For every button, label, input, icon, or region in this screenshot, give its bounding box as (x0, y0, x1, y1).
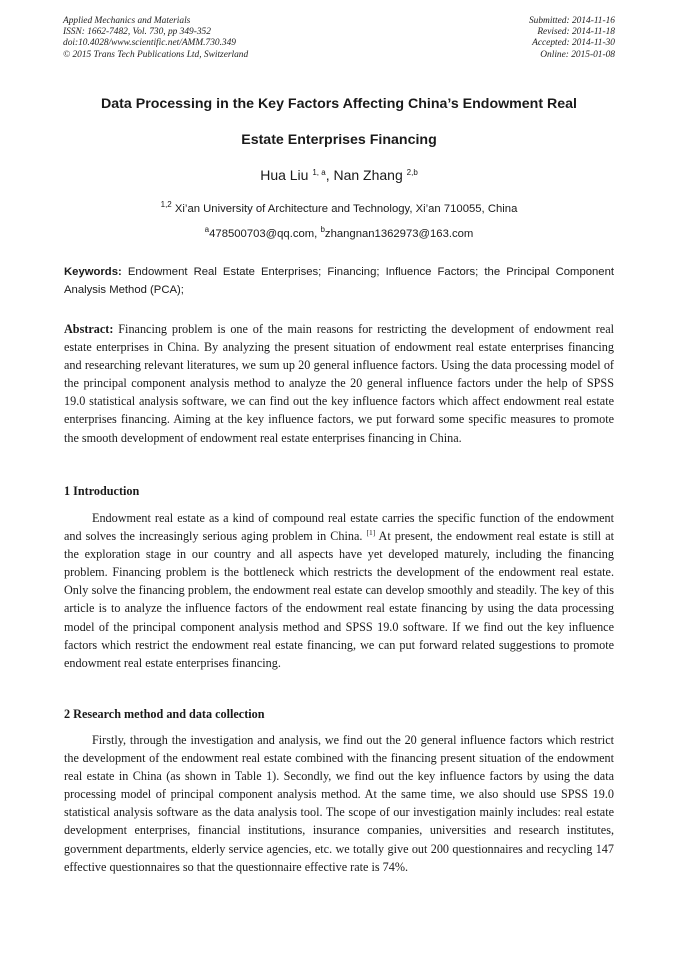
section-heading-research-method: 2 Research method and data collection (64, 707, 265, 721)
date-revised: Revised: 2014-11-18 (537, 27, 615, 38)
abstract-label: Abstract: (64, 322, 114, 336)
research-method-paragraph: Firstly, through the investigation and analysis, we find out the 20 general influence factors which restrict the development of the endowment real estate combined with the financing present situation of the endowment real estate in China (as shown in Table 1). Secondly, we find out the key influence factors by using the data processing model of principal component analysis method. At the same time, we also should use SPSS 19.0 statistical analysis software as the data analysis tool. The scope of our investigation mainly includes: real estate development enterprises, financial institutions, insurance companies, universities and research institutes, government departments, elderly service agencies, etc. we totally give out 200 questionnaires and recycling 147 effective questionnaires so that the questionnaire effective rate is 74%. (64, 733, 614, 874)
affiliation-text: Xi’an University of Architecture and Technology, Xi’an 710055, China (171, 203, 518, 215)
author-separator: , (325, 167, 334, 183)
introduction-text-b: At present, the endowment real estate is still at the exploration stage in our country and all aspects have yet developed maturely, including the financing problem. Financing problem is the bottleneck which restricts the development of the endowment real estate. Only solve the financing problem, the endowment real estate can develop smoothly and steadily. The key of this article is to analyze the influence factors of the endowment real estate financing by using the data processing model of the principal component analysis method and SPSS 19.0 software. If we find out the key influence factors which restrict the endowment real estate financing, we can put forward related suggestions to promote endowment real estate enterprises financing. (64, 529, 614, 670)
author-emails (0, 225, 678, 240)
keywords (64, 264, 614, 299)
affiliation-mark: 1,2 (160, 200, 172, 209)
journal-issn: ISSN: 1662-7482, Vol. 730, pp 349-352 (63, 27, 211, 38)
title-line-2: Estate Enterprises Financing (241, 132, 437, 148)
author-name: Hua Liu (260, 167, 309, 183)
introduction-paragraph (64, 509, 614, 672)
submission-dates (529, 16, 615, 61)
journal-copyright: © 2015 Trans Tech Publications Ltd, Switzerland (63, 49, 249, 60)
journal-info (63, 16, 248, 61)
section-heading-introduction: 1 Introduction (64, 484, 140, 498)
abstract-text: Financing problem is one of the main reasons for restricting the development of endowment real estate enterprises in China. By analyzing the present situation of endowment real estate enterprises financing and researching relevant literatures, we sum up 20 general influence factors. Using the data processing model of the principal component analysis method to analyze the 20 general influence factors under the help of SPSS 19.0 statistical analysis software, we can find out the key influence factors which affect endowment real estate enterprises financing. Aiming at the key influence factors, we put forward some specific measures to promote the smooth development of endowment real estate enterprises financing in China. (64, 322, 614, 445)
email-mark-b: b (320, 225, 325, 234)
introduction-text-a: Endowment real estate as a kind of compound real estate carries the specific function of the endowment and solves the increasingly serious aging problem in China. (64, 511, 614, 544)
author-affiliation-mark: 1, a (312, 168, 326, 177)
keywords-label: Keywords: (64, 266, 122, 278)
date-accepted: Accepted: 2014-11-30 (532, 38, 615, 49)
citation-ref: [1] (366, 528, 376, 538)
abstract (64, 320, 614, 447)
paper-title (40, 86, 638, 158)
journal-name: Applied Mechanics and Materials (63, 16, 191, 26)
journal-doi: doi:10.4028/www.scientific.net/AMM.730.349 (63, 38, 236, 49)
author-list (0, 167, 678, 183)
email-mark-a: a (204, 225, 210, 234)
date-submitted: Submitted: 2014-11-16 (528, 16, 615, 26)
author-affiliation-mark: 2,b (406, 168, 418, 177)
email-b: zhangnan1362973@163.com (324, 228, 474, 240)
author-name: Nan Zhang (333, 167, 403, 183)
keywords-text: Endowment Real Estate Enterprises; Financing; Influence Factors; the Principal Component Analysis Method (PCA); (64, 266, 614, 296)
affiliation (0, 200, 678, 215)
title-line-1: Data Processing in the Key Factors Affecting China’s Endowment Real (101, 96, 577, 112)
email-a: 478500703@qq.com, (209, 228, 321, 240)
date-online: Online: 2015-01-08 (540, 49, 615, 60)
